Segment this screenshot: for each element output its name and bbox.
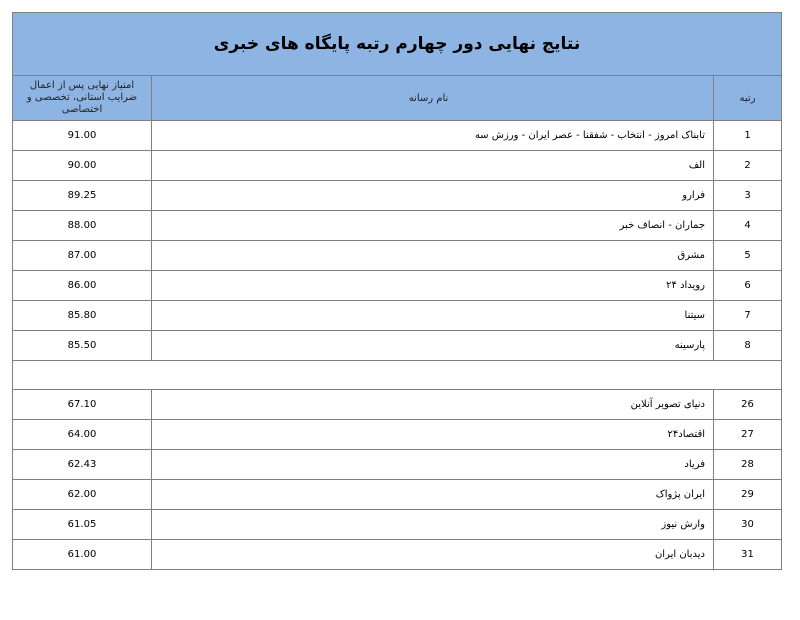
media-name-cell: رویداد ۲۴ bbox=[152, 271, 714, 301]
rank-cell: 5 bbox=[714, 241, 782, 271]
media-name-cell: اقتصاد۲۴ bbox=[152, 420, 714, 450]
rank-cell: 8 bbox=[714, 331, 782, 361]
rank-cell: 27 bbox=[714, 420, 782, 450]
media-name-cell: پارسینه bbox=[152, 331, 714, 361]
rank-cell: 26 bbox=[714, 390, 782, 420]
media-name-cell: جماران - انصاف خبر bbox=[152, 211, 714, 241]
table-row bbox=[13, 450, 782, 480]
media-name-cell: الف bbox=[152, 151, 714, 181]
rank-cell: 28 bbox=[714, 450, 782, 480]
score-cell: 91.00 bbox=[13, 121, 152, 151]
results-table-top bbox=[12, 75, 782, 361]
media-name-cell: وارش نیوز bbox=[152, 510, 714, 540]
table-row bbox=[13, 121, 782, 151]
score-cell: 89.25 bbox=[13, 181, 152, 211]
table-row bbox=[13, 420, 782, 450]
rank-cell: 31 bbox=[714, 540, 782, 570]
page-title: نتایج نهایی دور چهارم رتبه پایگاه های خبری bbox=[12, 12, 782, 75]
table-gap bbox=[12, 361, 782, 389]
table-row bbox=[13, 331, 782, 361]
table-row bbox=[13, 181, 782, 211]
media-name-cell: دیدبان ایران bbox=[152, 540, 714, 570]
rank-cell: 30 bbox=[714, 510, 782, 540]
media-name-cell: ایران پژواک bbox=[152, 480, 714, 510]
rank-cell: 4 bbox=[714, 211, 782, 241]
header-name: نام رسانه bbox=[152, 76, 714, 121]
table-row bbox=[13, 151, 782, 181]
score-cell: 86.00 bbox=[13, 271, 152, 301]
media-name-cell: فریاد bbox=[152, 450, 714, 480]
rank-cell: 6 bbox=[714, 271, 782, 301]
score-cell: 64.00 bbox=[13, 420, 152, 450]
table-row bbox=[13, 480, 782, 510]
score-cell: 90.00 bbox=[13, 151, 152, 181]
score-cell: 62.00 bbox=[13, 480, 152, 510]
table-row bbox=[13, 390, 782, 420]
table-row bbox=[13, 510, 782, 540]
rank-cell: 7 bbox=[714, 301, 782, 331]
rank-cell: 3 bbox=[714, 181, 782, 211]
table-header-row bbox=[13, 76, 782, 121]
results-table-bottom bbox=[12, 389, 782, 570]
media-name-cell: مشرق bbox=[152, 241, 714, 271]
score-cell: 62.43 bbox=[13, 450, 152, 480]
table-row bbox=[13, 540, 782, 570]
rank-cell: 29 bbox=[714, 480, 782, 510]
media-name-cell: فرارو bbox=[152, 181, 714, 211]
header-rank: رتبه bbox=[714, 76, 782, 121]
header-score: امتیاز نهایی پس از اعمال ضرایب استانی، تخصصی و اختصاصی bbox=[13, 76, 152, 121]
table-row bbox=[13, 271, 782, 301]
table-row bbox=[13, 301, 782, 331]
score-cell: 85.80 bbox=[13, 301, 152, 331]
rank-cell: 1 bbox=[714, 121, 782, 151]
media-name-cell: سیتنا bbox=[152, 301, 714, 331]
table-row bbox=[13, 241, 782, 271]
score-cell: 61.05 bbox=[13, 510, 152, 540]
rank-cell: 2 bbox=[714, 151, 782, 181]
score-cell: 88.00 bbox=[13, 211, 152, 241]
score-cell: 87.00 bbox=[13, 241, 152, 271]
score-cell: 61.00 bbox=[13, 540, 152, 570]
results-sheet bbox=[12, 12, 782, 570]
score-cell: 85.50 bbox=[13, 331, 152, 361]
table-row bbox=[13, 211, 782, 241]
media-name-cell: دنیای تصویر آنلاین bbox=[152, 390, 714, 420]
score-cell: 67.10 bbox=[13, 390, 152, 420]
media-name-cell: تابناک امروز - انتخاب - شفقنا - عصر ایران - ورزش سه bbox=[152, 121, 714, 151]
